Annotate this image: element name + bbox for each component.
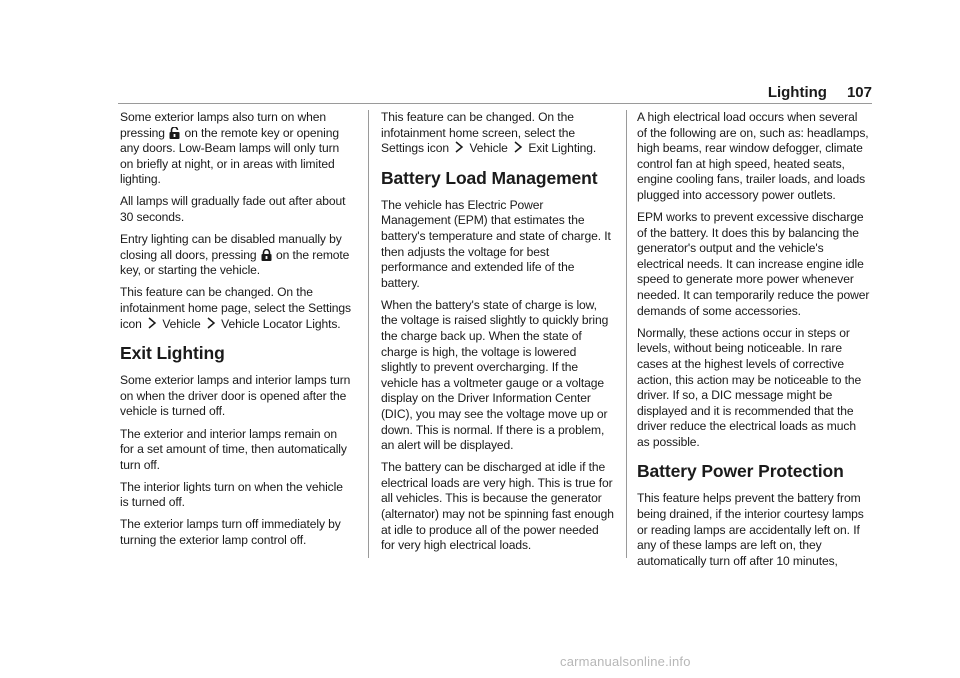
page-header [768, 84, 872, 101]
column-3 [637, 110, 870, 576]
text: on the remote key or opening any doors. Low-Beam lamps will only turn on briefly at night, or in areas with limited lighting. [120, 125, 340, 187]
text: Entry lighting can be disabled manually by closing all doors, pressing [120, 232, 342, 262]
lock-icon [261, 249, 272, 261]
paragraph: The battery can be discharged at idle if the electrical loads are very high. This is true for all vehicles. This is because the generator (alternator) may not be spinning fast enough at idle to produce all of the power needed for very high electrical loads. [381, 460, 614, 553]
paragraph: When the battery's state of charge is low, the voltage is raised slightly to quickly bring the charge back up. When the state of charge is high, the voltage is lowered slightly to prevent overcharging. If the vehicle has a voltmeter gauge or a voltage display on the Driver Information Center (DIC), you may see the voltage move up or down. This is normal. If there is a problem, an alert will be displayed. [381, 297, 609, 453]
watermark: carmanualsonline.info [560, 654, 691, 669]
paragraph: All lamps will gradually fade out after about 30 seconds. [120, 194, 346, 225]
paragraph: The vehicle has Electric Power Management (EPM) that estimates the battery's temperature and state of charge. It then adjusts the voltage for best performance and extended life of the battery. [381, 197, 611, 290]
paragraph: Normally, these actions occur in steps or levels, without being noticeable. In rare cases at the highest levels of corrective action, this action may be noticeable to the driver. If so, a DIC message might be displayed and it is recommended that the driver reduce the electrical loads as much as possible. [637, 325, 862, 449]
text: Exit Lighting. [528, 141, 597, 156]
paragraph [120, 110, 353, 188]
heading-battery-load-management: Battery Load Management [381, 167, 598, 188]
text: This feature can be changed. On the infotainment home screen, select the Settings icon [381, 110, 576, 156]
paragraph: EPM works to prevent excessive discharge of the battery. It does this by balancing the generator's output and the vehicle's electrical needs. It can increase engine idle speed to generate more power whenever needed. It can temporarily reduce the power demands of some accessories. [637, 210, 870, 318]
heading-battery-power-protection: Battery Power Protection [637, 461, 844, 482]
chevron-right-icon [512, 141, 524, 153]
paragraph: The exterior and interior lamps remain on for a set amount of time, then automatically turn off. [120, 426, 347, 472]
heading-exit-lighting: Exit Lighting [120, 343, 225, 364]
chevron-right-icon [205, 317, 217, 329]
text: on the remote key, or starting the vehicle. [120, 247, 350, 278]
header-rule [118, 103, 872, 104]
column-divider-1 [368, 110, 369, 558]
text: Some exterior lamps also turn on when pressing [120, 110, 327, 140]
paragraph [120, 232, 353, 279]
chevron-right-icon [146, 317, 158, 329]
text: Vehicle [469, 141, 508, 156]
column-divider-2 [626, 110, 627, 558]
text: Vehicle [162, 316, 201, 331]
text: This feature can be changed. On the infotainment home page, select the Settings icon [120, 285, 352, 331]
paragraph: This feature helps prevent the battery from being drained, if the interior courtesy lamps or reading lamps are accidentally left on. If any of these lamps are left on, they automatically turn off after 10 minutes, [637, 491, 864, 568]
paragraph: A high electrical load occurs when several of the following are on, such as: headlamps, high beams, rear window defogger, climate control fan at high speed, heated seats, engine cooling fans, trailer loads, and loads plugged into accessory power outlets. [637, 110, 869, 202]
paragraph: The interior lights turn on when the vehicle is turned off. [120, 479, 343, 510]
paragraph: The exterior lamps turn off immediately by turning the exterior lamp control off. [120, 517, 341, 548]
paragraph [381, 110, 614, 157]
page-number: 107 [846, 84, 872, 101]
unlock-icon [169, 127, 180, 139]
paragraph: Some exterior lamps and interior lamps turn on when the driver door is opened after the vehicle is turned off. [120, 373, 351, 419]
column-2 [381, 110, 614, 560]
section-title: Lighting [767, 84, 827, 101]
column-1 [120, 110, 353, 555]
chevron-right-icon [453, 141, 465, 153]
text: Vehicle Locator Lights. [221, 316, 341, 331]
paragraph [120, 285, 353, 332]
